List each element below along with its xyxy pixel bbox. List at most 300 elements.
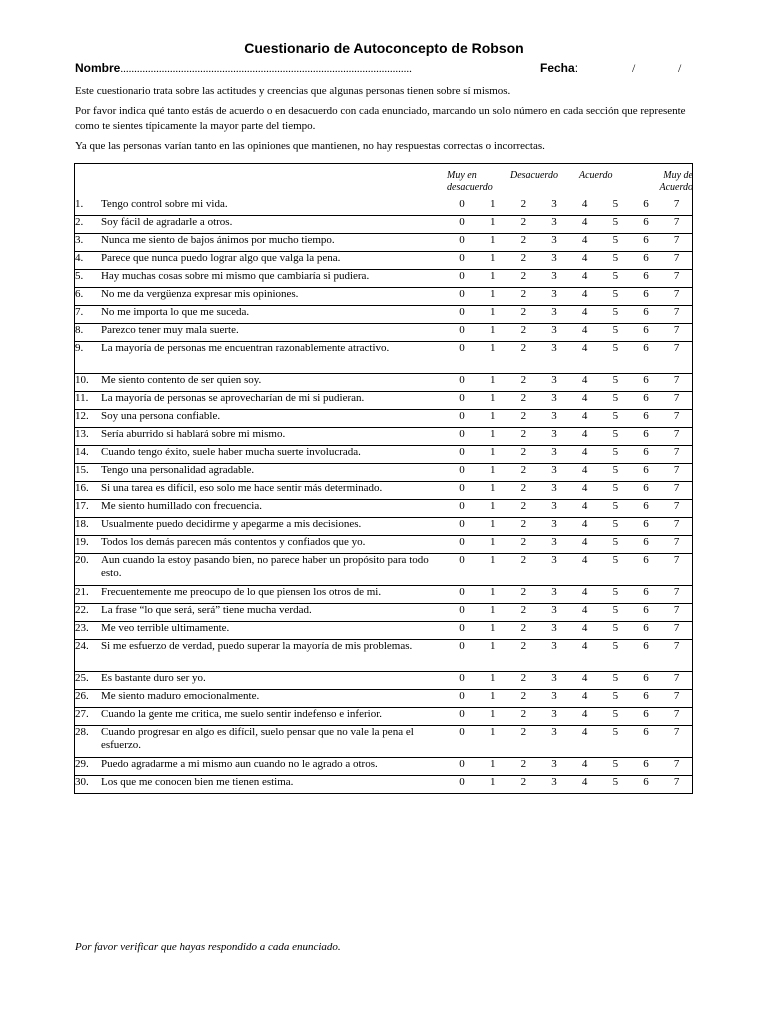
scale-option-6[interactable]: 6 xyxy=(631,324,662,342)
question-text: Soy fácil de agradarle a otros. xyxy=(101,216,447,234)
scale-option-3[interactable]: 3 xyxy=(539,270,570,288)
question-text: No me da vergüenza expresar mis opiniones. xyxy=(101,288,447,306)
scale-option-2[interactable]: 2 xyxy=(508,252,539,270)
scale-option-2[interactable]: 2 xyxy=(508,342,539,374)
scale-option-7[interactable]: 7 xyxy=(661,690,692,708)
scale-option-6[interactable]: 6 xyxy=(631,216,662,234)
scale-option-4[interactable]: 4 xyxy=(569,604,600,622)
scale-option-0[interactable]: 0 xyxy=(447,536,478,554)
scale-option-1[interactable]: 1 xyxy=(477,252,508,270)
scale-option-3[interactable]: 3 xyxy=(539,446,570,464)
scale-option-3[interactable]: 3 xyxy=(539,288,570,306)
scale-option-5[interactable]: 5 xyxy=(600,324,631,342)
question-number: 18. xyxy=(75,518,101,536)
scale-option-5[interactable]: 5 xyxy=(600,726,631,758)
scale-option-3[interactable]: 3 xyxy=(539,482,570,500)
scale-label-agree: Acuerdo xyxy=(579,170,613,181)
scale-option-7[interactable]: 7 xyxy=(661,374,692,392)
question-row xyxy=(75,622,693,640)
scale-option-4[interactable]: 4 xyxy=(569,306,600,324)
scale-option-0[interactable]: 0 xyxy=(447,324,478,342)
scale-option-1[interactable]: 1 xyxy=(477,482,508,500)
scale-option-6[interactable]: 6 xyxy=(631,374,662,392)
scale-option-1[interactable]: 1 xyxy=(477,776,508,794)
scale-option-4[interactable]: 4 xyxy=(569,252,600,270)
question-row xyxy=(75,708,693,726)
scale-option-5[interactable]: 5 xyxy=(600,690,631,708)
scale-option-3[interactable]: 3 xyxy=(539,464,570,482)
scale-option-2[interactable]: 2 xyxy=(508,482,539,500)
scale-option-4[interactable]: 4 xyxy=(569,536,600,554)
scale-option-7[interactable]: 7 xyxy=(661,270,692,288)
scale-option-2[interactable]: 2 xyxy=(508,374,539,392)
scale-option-3[interactable]: 3 xyxy=(539,374,570,392)
question-number: 9. xyxy=(75,342,101,374)
scale-option-4[interactable]: 4 xyxy=(569,392,600,410)
scale-option-2[interactable]: 2 xyxy=(508,604,539,622)
question-text: Hay muchas cosas sobre mi mismo que cambiaría si pudiera. xyxy=(101,270,447,288)
scale-option-1[interactable]: 1 xyxy=(477,690,508,708)
scale-option-0[interactable]: 0 xyxy=(447,500,478,518)
scale-option-5[interactable]: 5 xyxy=(600,270,631,288)
scale-option-3[interactable]: 3 xyxy=(539,428,570,446)
scale-option-4[interactable]: 4 xyxy=(569,672,600,690)
question-number: 7. xyxy=(75,306,101,324)
question-text: Aun cuando la estoy pasando bien, no parece haber un propósito para todo esto. xyxy=(101,554,447,586)
scale-option-6[interactable]: 6 xyxy=(631,482,662,500)
scale-option-0[interactable]: 0 xyxy=(447,776,478,794)
scale-option-2[interactable]: 2 xyxy=(508,672,539,690)
scale-option-5[interactable]: 5 xyxy=(600,234,631,252)
scale-option-7[interactable]: 7 xyxy=(661,586,692,604)
scale-option-2[interactable]: 2 xyxy=(508,198,539,216)
scale-option-3[interactable]: 3 xyxy=(539,198,570,216)
scale-option-2[interactable]: 2 xyxy=(508,708,539,726)
scale-option-7[interactable]: 7 xyxy=(661,428,692,446)
scale-option-5[interactable]: 5 xyxy=(600,708,631,726)
scale-label-disagree: Desacuerdo xyxy=(510,170,558,181)
scale-option-6[interactable]: 6 xyxy=(631,586,662,604)
scale-option-1[interactable]: 1 xyxy=(477,518,508,536)
scale-option-5[interactable]: 5 xyxy=(600,410,631,428)
question-number: 28. xyxy=(75,726,101,758)
scale-option-6[interactable]: 6 xyxy=(631,198,662,216)
scale-option-7[interactable]: 7 xyxy=(661,392,692,410)
scale-option-1[interactable]: 1 xyxy=(477,622,508,640)
scale-option-2[interactable]: 2 xyxy=(508,500,539,518)
scale-option-6[interactable]: 6 xyxy=(631,392,662,410)
scale-option-7[interactable]: 7 xyxy=(661,252,692,270)
scale-option-7[interactable]: 7 xyxy=(661,198,692,216)
scale-option-3[interactable]: 3 xyxy=(539,216,570,234)
question-number: 14. xyxy=(75,446,101,464)
scale-option-2[interactable]: 2 xyxy=(508,464,539,482)
scale-option-5[interactable]: 5 xyxy=(600,604,631,622)
scale-option-3[interactable]: 3 xyxy=(539,586,570,604)
scale-option-6[interactable]: 6 xyxy=(631,604,662,622)
scale-option-1[interactable]: 1 xyxy=(477,374,508,392)
question-text: Parezco tener muy mala suerte. xyxy=(101,324,447,342)
scale-option-6[interactable]: 6 xyxy=(631,758,662,776)
question-row xyxy=(75,288,693,306)
scale-option-1[interactable]: 1 xyxy=(477,604,508,622)
scale-option-2[interactable]: 2 xyxy=(508,216,539,234)
scale-option-3[interactable]: 3 xyxy=(539,672,570,690)
scale-option-3[interactable]: 3 xyxy=(539,252,570,270)
scale-option-0[interactable]: 0 xyxy=(447,604,478,622)
scale-option-1[interactable]: 1 xyxy=(477,342,508,374)
scale-option-4[interactable]: 4 xyxy=(569,198,600,216)
scale-option-2[interactable]: 2 xyxy=(508,288,539,306)
scale-option-1[interactable]: 1 xyxy=(477,410,508,428)
scale-option-6[interactable]: 6 xyxy=(631,234,662,252)
scale-option-4[interactable]: 4 xyxy=(569,324,600,342)
question-number: 3. xyxy=(75,234,101,252)
scale-option-6[interactable]: 6 xyxy=(631,672,662,690)
question-text: Cuando tengo éxito, suele haber mucha suerte involucrada. xyxy=(101,446,447,464)
scale-option-2[interactable]: 2 xyxy=(508,622,539,640)
scale-option-3[interactable]: 3 xyxy=(539,554,570,586)
scale-option-2[interactable]: 2 xyxy=(508,776,539,794)
scale-option-5[interactable]: 5 xyxy=(600,252,631,270)
scale-option-7[interactable]: 7 xyxy=(661,216,692,234)
question-row xyxy=(75,342,693,374)
scale-option-1[interactable]: 1 xyxy=(477,288,508,306)
scale-option-4[interactable]: 4 xyxy=(569,554,600,586)
scale-option-5[interactable]: 5 xyxy=(600,482,631,500)
question-row xyxy=(75,518,693,536)
scale-option-1[interactable]: 1 xyxy=(477,586,508,604)
scale-option-5[interactable]: 5 xyxy=(600,758,631,776)
scale-option-4[interactable]: 4 xyxy=(569,482,600,500)
scale-option-4[interactable]: 4 xyxy=(569,586,600,604)
scale-option-6[interactable]: 6 xyxy=(631,252,662,270)
question-number: 13. xyxy=(75,428,101,446)
scale-option-1[interactable]: 1 xyxy=(477,392,508,410)
scale-option-6[interactable]: 6 xyxy=(631,554,662,586)
scale-option-4[interactable]: 4 xyxy=(569,758,600,776)
scale-option-7[interactable]: 7 xyxy=(661,410,692,428)
scale-option-4[interactable]: 4 xyxy=(569,500,600,518)
scale-option-1[interactable]: 1 xyxy=(477,446,508,464)
scale-option-0[interactable]: 0 xyxy=(447,306,478,324)
scale-option-4[interactable]: 4 xyxy=(569,410,600,428)
scale-option-4[interactable]: 4 xyxy=(569,428,600,446)
scale-option-4[interactable]: 4 xyxy=(569,374,600,392)
question-number: 12. xyxy=(75,410,101,428)
scale-option-3[interactable]: 3 xyxy=(539,758,570,776)
scale-option-7[interactable]: 7 xyxy=(661,482,692,500)
scale-option-6[interactable]: 6 xyxy=(631,622,662,640)
scale-option-0[interactable]: 0 xyxy=(447,586,478,604)
question-row xyxy=(75,306,693,324)
question-number: 16. xyxy=(75,482,101,500)
scale-option-7[interactable]: 7 xyxy=(661,622,692,640)
question-number: 20. xyxy=(75,554,101,586)
scale-option-0[interactable]: 0 xyxy=(447,374,478,392)
scale-option-5[interactable]: 5 xyxy=(600,554,631,586)
scale-option-7[interactable]: 7 xyxy=(661,536,692,554)
scale-option-4[interactable]: 4 xyxy=(569,288,600,306)
scale-label-strongly-disagree: Muy en desacuerdo xyxy=(447,170,493,193)
scale-option-1[interactable]: 1 xyxy=(477,216,508,234)
scale-option-5[interactable]: 5 xyxy=(600,342,631,374)
scale-option-4[interactable]: 4 xyxy=(569,726,600,758)
scale-option-1[interactable]: 1 xyxy=(477,708,508,726)
scale-option-0[interactable]: 0 xyxy=(447,726,478,758)
scale-option-7[interactable]: 7 xyxy=(661,500,692,518)
scale-option-2[interactable]: 2 xyxy=(508,554,539,586)
scale-option-2[interactable]: 2 xyxy=(508,428,539,446)
scale-option-0[interactable]: 0 xyxy=(447,554,478,586)
question-row xyxy=(75,672,693,690)
question-number: 22. xyxy=(75,604,101,622)
scale-option-5[interactable]: 5 xyxy=(600,500,631,518)
scale-option-1[interactable]: 1 xyxy=(477,726,508,758)
scale-option-2[interactable]: 2 xyxy=(508,324,539,342)
scale-option-4[interactable]: 4 xyxy=(569,622,600,640)
scale-option-5[interactable]: 5 xyxy=(600,198,631,216)
scale-option-3[interactable]: 3 xyxy=(539,708,570,726)
scale-option-5[interactable]: 5 xyxy=(600,428,631,446)
scale-option-6[interactable]: 6 xyxy=(631,428,662,446)
scale-option-4[interactable]: 4 xyxy=(569,270,600,288)
scale-option-7[interactable]: 7 xyxy=(661,640,692,672)
question-text: Cuando la gente me critica, me suelo sentir indefenso e inferior. xyxy=(101,708,447,726)
scale-option-0[interactable]: 0 xyxy=(447,482,478,500)
question-number: 25. xyxy=(75,672,101,690)
scale-option-2[interactable]: 2 xyxy=(508,234,539,252)
scale-option-0[interactable]: 0 xyxy=(447,198,478,216)
scale-option-6[interactable]: 6 xyxy=(631,536,662,554)
scale-option-6[interactable]: 6 xyxy=(631,776,662,794)
question-text: Tengo control sobre mi vida. xyxy=(101,198,447,216)
scale-option-7[interactable]: 7 xyxy=(661,324,692,342)
scale-option-4[interactable]: 4 xyxy=(569,216,600,234)
scale-option-0[interactable]: 0 xyxy=(447,410,478,428)
scale-option-5[interactable]: 5 xyxy=(600,536,631,554)
scale-option-7[interactable]: 7 xyxy=(661,708,692,726)
scale-option-1[interactable]: 1 xyxy=(477,234,508,252)
question-number: 26. xyxy=(75,690,101,708)
scale-option-7[interactable]: 7 xyxy=(661,464,692,482)
scale-option-7[interactable]: 7 xyxy=(661,518,692,536)
scale-option-6[interactable]: 6 xyxy=(631,690,662,708)
scale-option-0[interactable]: 0 xyxy=(447,622,478,640)
scale-option-7[interactable]: 7 xyxy=(661,342,692,374)
scale-option-2[interactable]: 2 xyxy=(508,726,539,758)
scale-option-1[interactable]: 1 xyxy=(477,198,508,216)
question-row xyxy=(75,758,693,776)
scale-option-3[interactable]: 3 xyxy=(539,306,570,324)
scale-option-6[interactable]: 6 xyxy=(631,342,662,374)
scale-option-0[interactable]: 0 xyxy=(447,428,478,446)
scale-option-2[interactable]: 2 xyxy=(508,640,539,672)
scale-option-0[interactable]: 0 xyxy=(447,234,478,252)
scale-option-7[interactable]: 7 xyxy=(661,672,692,690)
scale-option-7[interactable]: 7 xyxy=(661,234,692,252)
scale-option-3[interactable]: 3 xyxy=(539,690,570,708)
scale-option-5[interactable]: 5 xyxy=(600,392,631,410)
scale-option-5[interactable]: 5 xyxy=(600,672,631,690)
scale-option-1[interactable]: 1 xyxy=(477,536,508,554)
scale-option-1[interactable]: 1 xyxy=(477,428,508,446)
question-row xyxy=(75,776,693,794)
scale-option-0[interactable]: 0 xyxy=(447,252,478,270)
questionnaire-table xyxy=(74,163,693,794)
scale-option-4[interactable]: 4 xyxy=(569,776,600,794)
question-text: Puedo agradarme a mi mismo aun cuando no le agrado a otros. xyxy=(101,758,447,776)
question-text: Cuando progresar en algo es difícil, suelo pensar que no vale la pena el esfuerzo. xyxy=(101,726,447,758)
scale-option-0[interactable]: 0 xyxy=(447,708,478,726)
scale-option-4[interactable]: 4 xyxy=(569,690,600,708)
scale-option-0[interactable]: 0 xyxy=(447,216,478,234)
scale-option-6[interactable]: 6 xyxy=(631,410,662,428)
scale-option-2[interactable]: 2 xyxy=(508,536,539,554)
scale-option-6[interactable]: 6 xyxy=(631,288,662,306)
scale-option-7[interactable]: 7 xyxy=(661,446,692,464)
question-text: La mayoría de personas me encuentran razonablemente atractivo. xyxy=(101,342,447,374)
scale-option-0[interactable]: 0 xyxy=(447,392,478,410)
scale-option-2[interactable]: 2 xyxy=(508,758,539,776)
scale-option-0[interactable]: 0 xyxy=(447,288,478,306)
scale-option-3[interactable]: 3 xyxy=(539,536,570,554)
scale-option-1[interactable]: 1 xyxy=(477,464,508,482)
scale-option-3[interactable]: 3 xyxy=(539,324,570,342)
intro-paragraph-1: Este cuestionario trata sobre las actitudes y creencias que algunas personas tienen sobre sí mismos. xyxy=(75,85,511,97)
scale-option-0[interactable]: 0 xyxy=(447,518,478,536)
scale-option-3[interactable]: 3 xyxy=(539,342,570,374)
scale-option-0[interactable]: 0 xyxy=(447,690,478,708)
name-field[interactable]: .......................................................................................................... xyxy=(120,63,412,75)
scale-option-2[interactable]: 2 xyxy=(508,306,539,324)
scale-option-5[interactable]: 5 xyxy=(600,374,631,392)
scale-option-2[interactable]: 2 xyxy=(508,410,539,428)
scale-option-3[interactable]: 3 xyxy=(539,500,570,518)
page-title: Cuestionario de Autoconcepto de Robson xyxy=(244,40,524,56)
scale-option-6[interactable]: 6 xyxy=(631,270,662,288)
scale-option-6[interactable]: 6 xyxy=(631,726,662,758)
scale-option-2[interactable]: 2 xyxy=(508,446,539,464)
question-number: 19. xyxy=(75,536,101,554)
question-row xyxy=(75,536,693,554)
scale-option-3[interactable]: 3 xyxy=(539,392,570,410)
question-row xyxy=(75,216,693,234)
scale-option-3[interactable]: 3 xyxy=(539,234,570,252)
scale-option-3[interactable]: 3 xyxy=(539,518,570,536)
question-number: 6. xyxy=(75,288,101,306)
question-row xyxy=(75,726,693,758)
scale-option-0[interactable]: 0 xyxy=(447,342,478,374)
scale-option-0[interactable]: 0 xyxy=(447,758,478,776)
scale-option-4[interactable]: 4 xyxy=(569,464,600,482)
scale-option-0[interactable]: 0 xyxy=(447,640,478,672)
question-text: Si una tarea es difícil, eso solo me hace sentir más determinado. xyxy=(101,482,447,500)
scale-option-0[interactable]: 0 xyxy=(447,446,478,464)
scale-option-3[interactable]: 3 xyxy=(539,410,570,428)
scale-option-5[interactable]: 5 xyxy=(600,464,631,482)
name-label: Nombre xyxy=(75,61,121,75)
scale-option-7[interactable]: 7 xyxy=(661,726,692,758)
scale-option-3[interactable]: 3 xyxy=(539,604,570,622)
scale-option-2[interactable]: 2 xyxy=(508,690,539,708)
scale-option-5[interactable]: 5 xyxy=(600,306,631,324)
scale-option-4[interactable]: 4 xyxy=(569,342,600,374)
scale-option-1[interactable]: 1 xyxy=(477,306,508,324)
footer-note: Por favor verificar que hayas respondido a cada enunciado. xyxy=(75,941,341,953)
question-number: 27. xyxy=(75,708,101,726)
scale-option-3[interactable]: 3 xyxy=(539,622,570,640)
scale-option-6[interactable]: 6 xyxy=(631,640,662,672)
scale-option-7[interactable]: 7 xyxy=(661,306,692,324)
question-text: Me siento contento de ser quien soy. xyxy=(101,374,447,392)
question-row xyxy=(75,500,693,518)
question-row xyxy=(75,234,693,252)
scale-option-6[interactable]: 6 xyxy=(631,464,662,482)
scale-option-5[interactable]: 5 xyxy=(600,586,631,604)
scale-option-7[interactable]: 7 xyxy=(661,288,692,306)
scale-option-0[interactable]: 0 xyxy=(447,672,478,690)
scale-option-5[interactable]: 5 xyxy=(600,518,631,536)
scale-option-1[interactable]: 1 xyxy=(477,500,508,518)
scale-option-3[interactable]: 3 xyxy=(539,726,570,758)
scale-option-7[interactable]: 7 xyxy=(661,776,692,794)
scale-option-6[interactable]: 6 xyxy=(631,500,662,518)
scale-option-5[interactable]: 5 xyxy=(600,640,631,672)
question-text: Si me esfuerzo de verdad, puedo superar la mayoría de mis problemas. xyxy=(101,640,447,672)
scale-option-5[interactable]: 5 xyxy=(600,776,631,794)
scale-option-4[interactable]: 4 xyxy=(569,640,600,672)
scale-option-6[interactable]: 6 xyxy=(631,708,662,726)
scale-option-1[interactable]: 1 xyxy=(477,640,508,672)
scale-option-4[interactable]: 4 xyxy=(569,234,600,252)
scale-option-1[interactable]: 1 xyxy=(477,758,508,776)
scale-option-2[interactable]: 2 xyxy=(508,392,539,410)
scale-option-1[interactable]: 1 xyxy=(477,554,508,586)
scale-option-3[interactable]: 3 xyxy=(539,776,570,794)
question-number: 30. xyxy=(75,776,101,794)
scale-option-0[interactable]: 0 xyxy=(447,270,478,288)
question-number: 24. xyxy=(75,640,101,672)
scale-option-2[interactable]: 2 xyxy=(508,586,539,604)
question-row xyxy=(75,270,693,288)
scale-option-3[interactable]: 3 xyxy=(539,640,570,672)
scale-option-6[interactable]: 6 xyxy=(631,446,662,464)
scale-option-2[interactable]: 2 xyxy=(508,518,539,536)
scale-option-5[interactable]: 5 xyxy=(600,446,631,464)
question-text: Me veo terrible ultimamente. xyxy=(101,622,447,640)
question-number: 15. xyxy=(75,464,101,482)
date-slash-2: / xyxy=(678,61,682,75)
scale-option-7[interactable]: 7 xyxy=(661,758,692,776)
scale-option-4[interactable]: 4 xyxy=(569,518,600,536)
scale-option-5[interactable]: 5 xyxy=(600,288,631,306)
scale-option-2[interactable]: 2 xyxy=(508,270,539,288)
scale-option-7[interactable]: 7 xyxy=(661,554,692,586)
scale-option-5[interactable]: 5 xyxy=(600,622,631,640)
scale-option-1[interactable]: 1 xyxy=(477,324,508,342)
scale-option-4[interactable]: 4 xyxy=(569,708,600,726)
scale-option-6[interactable]: 6 xyxy=(631,518,662,536)
scale-option-0[interactable]: 0 xyxy=(447,464,478,482)
scale-option-4[interactable]: 4 xyxy=(569,446,600,464)
scale-option-5[interactable]: 5 xyxy=(600,216,631,234)
scale-option-6[interactable]: 6 xyxy=(631,306,662,324)
scale-option-1[interactable]: 1 xyxy=(477,270,508,288)
question-row xyxy=(75,464,693,482)
scale-option-1[interactable]: 1 xyxy=(477,672,508,690)
scale-option-7[interactable]: 7 xyxy=(661,604,692,622)
